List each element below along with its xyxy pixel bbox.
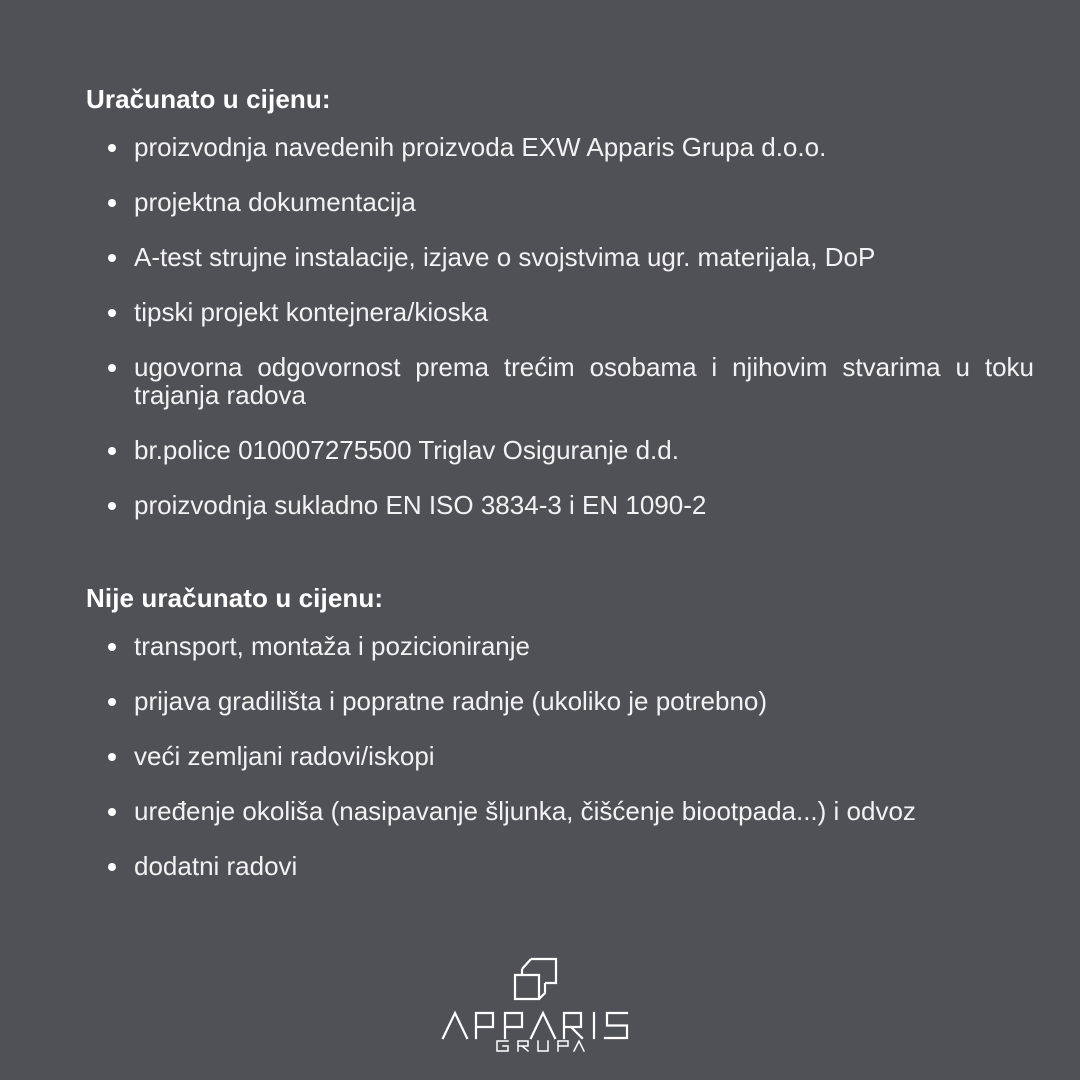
bullet-icon (108, 643, 116, 651)
included-item-text: A-test strujne instalacije, izjave o svojstvima ugr. materijala, DoP (134, 242, 876, 272)
bullet-icon (108, 254, 116, 262)
apparis-logo-mark-icon (512, 957, 558, 1003)
not-included-title: Nije uračunato u cijenu: (86, 583, 384, 613)
bullet-icon (108, 364, 116, 372)
included-list-item (86, 353, 1034, 409)
included-item-text: proizvodnja navedenih proizvoda EXW Apparis Grupa d.o.o. (134, 132, 827, 162)
not-included-list-item (86, 852, 1034, 880)
bullet-icon (108, 698, 116, 706)
not-included-item-text: uređenje okoliša (nasipavanje šljunka, čišćenje biootpada...) i odvoz (134, 796, 916, 826)
included-item-text: ugovorna odgovornost prema trećim osobama i njihovim stvarima u toku trajanja radova (134, 352, 1034, 410)
apparis-subtitle-wordmark (495, 1039, 585, 1053)
price-inclusions-page (86, 80, 1034, 907)
not-included-list-item (86, 632, 1034, 660)
included-list-item (86, 188, 1034, 216)
bullet-icon (108, 199, 116, 207)
included-list (86, 133, 1034, 519)
bullet-icon (108, 753, 116, 761)
bullet-icon (108, 447, 116, 455)
included-list-item (86, 243, 1034, 271)
not-included-list (86, 632, 1034, 880)
included-list-item (86, 491, 1034, 519)
bullet-icon (108, 144, 116, 152)
bullet-icon (108, 808, 116, 816)
included-item-text: br.police 010007275500 Triglav Osiguranje d.d. (134, 435, 679, 465)
not-included-list-item (86, 687, 1034, 715)
included-list-item (86, 298, 1034, 326)
not-included-list-item (86, 797, 1034, 825)
included-list-item (86, 133, 1034, 161)
not-included-list-item (86, 742, 1034, 770)
not-included-item-text: dodatni radovi (134, 851, 298, 881)
bullet-icon (108, 863, 116, 871)
bullet-icon (108, 502, 116, 510)
included-item-text: tipski projekt kontejnera/kioska (134, 297, 489, 327)
apparis-logo (0, 955, 1080, 1055)
included-list-item (86, 436, 1034, 464)
not-included-item-text: prijava gradilišta i popratne radnje (ukoliko je potrebno) (134, 686, 768, 716)
apparis-wordmark (441, 1010, 629, 1040)
not-included-item-text: transport, montaža i pozicioniranje (134, 631, 530, 661)
not-included-section (86, 579, 1034, 880)
included-section (86, 80, 1034, 519)
bullet-icon (108, 309, 116, 317)
included-item-text: proizvodnja sukladno EN ISO 3834-3 i EN 1090-2 (134, 490, 707, 520)
not-included-item-text: veći zemljani radovi/iskopi (134, 741, 435, 771)
included-item-text: projektna dokumentacija (134, 187, 416, 217)
included-title: Uračunato u cijenu: (86, 84, 331, 114)
